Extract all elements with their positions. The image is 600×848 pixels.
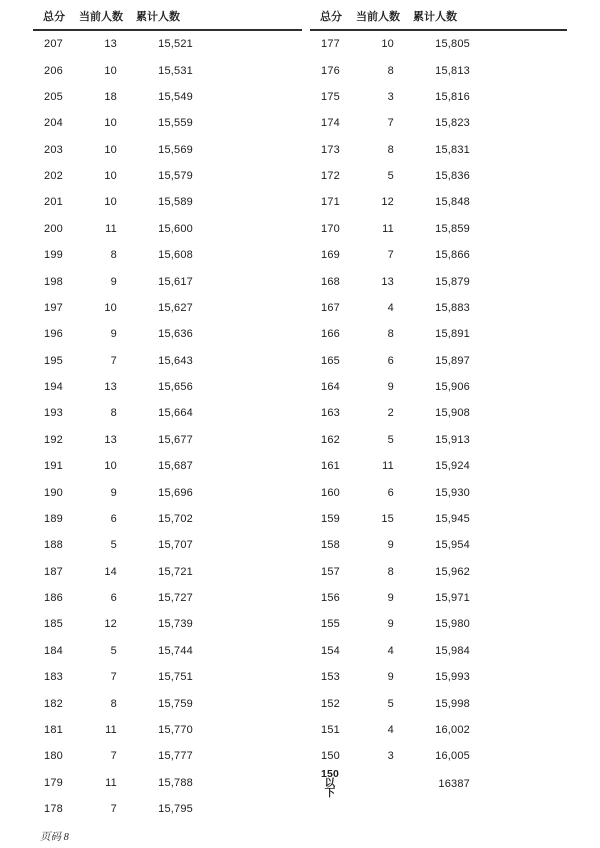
cumulative-cell: 15,883 — [435, 301, 470, 314]
table-row — [33, 638, 302, 664]
table-row — [33, 796, 302, 822]
score-cell: 190 — [44, 486, 63, 499]
score-cell: 154 — [321, 644, 340, 657]
count-cell: 11 — [105, 723, 117, 736]
score-cell: 196 — [44, 328, 63, 341]
table-header-left — [33, 8, 302, 22]
count-cell: 10 — [104, 117, 117, 130]
count-cell: 14 — [104, 565, 117, 578]
cumulative-cell: 15,677 — [158, 433, 193, 446]
table-row — [310, 189, 567, 215]
count-cell: 8 — [110, 697, 117, 710]
table-row — [310, 717, 567, 743]
score-cell: 207 — [44, 38, 63, 51]
table-row — [33, 348, 302, 374]
table-row — [310, 479, 567, 505]
table-row — [33, 427, 302, 453]
cumulative-cell: 15,600 — [158, 222, 193, 235]
cumulative-cell: 15,897 — [435, 354, 470, 367]
count-cell: 9 — [387, 592, 394, 605]
cumulative-cell: 15,848 — [435, 196, 470, 209]
count-cell: 3 — [387, 750, 394, 763]
cumulative-cell: 16,005 — [435, 750, 470, 763]
cumulative-cell: 15,980 — [435, 618, 470, 631]
score-cell: 202 — [44, 170, 63, 183]
table-row — [33, 374, 302, 400]
score-cell: 181 — [44, 723, 63, 736]
score-cell: 165 — [321, 354, 340, 367]
count-cell: 4 — [387, 644, 394, 657]
score-cell: 171 — [321, 196, 340, 209]
count-cell: 8 — [387, 143, 394, 156]
score-cell: 168 — [321, 275, 340, 288]
cumulative-cell: 15,891 — [435, 328, 470, 341]
count-cell: 5 — [387, 433, 394, 446]
count-cell: 3 — [387, 90, 394, 103]
score-cell: 197 — [44, 301, 63, 314]
table-row — [33, 770, 302, 796]
cumulative-cell: 15,813 — [435, 64, 470, 77]
cumulative-cell: 15,788 — [158, 776, 193, 789]
count-cell: 6 — [387, 354, 394, 367]
table-row — [310, 348, 567, 374]
count-cell: 9 — [110, 486, 117, 499]
cumulative-cell: 15,744 — [158, 644, 193, 657]
count-cell: 8 — [387, 328, 394, 341]
score-cell: 160 — [321, 486, 340, 499]
cumulative-cell: 15,643 — [158, 354, 193, 367]
count-cell: 9 — [387, 618, 394, 631]
cumulative-cell: 15,770 — [158, 723, 193, 736]
cumulative-cell: 16,002 — [435, 723, 470, 736]
cumulative-cell: 15,823 — [435, 117, 470, 130]
cumulative-cell: 15,707 — [158, 539, 193, 552]
cumulative-cell: 15,696 — [158, 486, 193, 499]
score-cell: 172 — [321, 170, 340, 183]
cumulative-cell: 15,589 — [158, 196, 193, 209]
count-cell: 7 — [110, 671, 117, 684]
count-cell: 11 — [105, 222, 117, 235]
score-cell: 201 — [44, 196, 63, 209]
table-row — [33, 57, 302, 83]
count-cell: 7 — [110, 354, 117, 367]
count-cell: 13 — [381, 275, 394, 288]
table-row — [310, 743, 567, 769]
count-cell: 7 — [387, 249, 394, 262]
count-cell: 13 — [104, 38, 117, 51]
score-cell: 204 — [44, 117, 63, 130]
cumulative-cell: 15,627 — [158, 301, 193, 314]
table-row — [310, 268, 567, 294]
header-cumulative-count: 累计人数 — [413, 11, 457, 23]
cumulative-cell: 15,913 — [435, 433, 470, 446]
score-cell: 157 — [321, 565, 340, 578]
table-row — [310, 295, 567, 321]
score-cell: 170 — [321, 222, 340, 235]
cumulative-cell: 15,962 — [435, 565, 470, 578]
cumulative-cell: 15,971 — [435, 592, 470, 605]
cumulative-cell: 15,702 — [158, 512, 193, 525]
count-cell: 8 — [387, 565, 394, 578]
score-cell: 203 — [44, 143, 63, 156]
table-row — [310, 532, 567, 558]
score-cell: 189 — [44, 512, 63, 525]
cumulative-cell: 15,879 — [435, 275, 470, 288]
table-rows-right — [310, 31, 567, 799]
score-cell: 169 — [321, 249, 340, 262]
table-row — [33, 559, 302, 585]
header-current-count: 当前人数 — [356, 11, 400, 23]
score-cell: 192 — [44, 433, 63, 446]
cumulative-cell: 15,777 — [158, 750, 193, 763]
score-cell: 183 — [44, 671, 63, 684]
cumulative-cell: 15,759 — [158, 697, 193, 710]
cumulative-cell: 15,721 — [158, 565, 193, 578]
score-cell: 162 — [321, 433, 340, 446]
table-row — [33, 137, 302, 163]
score-cell: 155 — [321, 618, 340, 631]
count-cell: 8 — [387, 64, 394, 77]
score-cell: 173 — [321, 143, 340, 156]
count-cell: 10 — [104, 196, 117, 209]
count-cell: 9 — [387, 671, 394, 684]
cumulative-cell: 15,906 — [435, 381, 470, 394]
header-cumulative-count: 累计人数 — [136, 11, 180, 23]
cumulative-cell: 15,816 — [435, 90, 470, 103]
cumulative-cell: 15,617 — [158, 275, 193, 288]
score-cell: 150 — [321, 750, 340, 763]
count-cell: 5 — [110, 644, 117, 657]
header-current-count: 当前人数 — [79, 11, 123, 23]
count-cell: 9 — [387, 381, 394, 394]
count-cell: 2 — [387, 407, 394, 420]
table-row — [33, 84, 302, 110]
header-total-score: 总分 — [320, 11, 342, 23]
count-cell: 8 — [110, 249, 117, 262]
cumulative-cell: 15,930 — [435, 486, 470, 499]
table-row — [33, 31, 302, 57]
score-cell: 158 — [321, 539, 340, 552]
table-rows-left — [33, 31, 302, 822]
table-row — [33, 664, 302, 690]
count-cell: 10 — [104, 64, 117, 77]
table-row — [33, 585, 302, 611]
score-cell: 159 — [321, 512, 340, 525]
cumulative-cell: 15,531 — [158, 64, 193, 77]
score-cell: 200 — [44, 222, 63, 235]
count-cell: 10 — [104, 170, 117, 183]
table-row — [310, 453, 567, 479]
count-cell: 10 — [104, 460, 117, 473]
score-cell: 206 — [44, 64, 63, 77]
count-cell: 18 — [104, 90, 117, 103]
cumulative-cell: 15,805 — [435, 38, 470, 51]
table-row — [33, 532, 302, 558]
table-row — [33, 216, 302, 242]
table-row — [310, 638, 567, 664]
table-row — [33, 717, 302, 743]
score-cell: 191 — [44, 460, 63, 473]
count-cell: 11 — [105, 776, 117, 789]
score-cell: 163 — [321, 407, 340, 420]
cumulative-cell: 15,559 — [158, 117, 193, 130]
count-cell: 10 — [381, 38, 394, 51]
count-cell: 9 — [110, 328, 117, 341]
count-cell: 12 — [381, 196, 394, 209]
score-cell: 182 — [44, 697, 63, 710]
score-cell: 161 — [321, 460, 340, 473]
count-cell: 15 — [381, 512, 394, 525]
score-cell: 175 — [321, 90, 340, 103]
table-row — [33, 189, 302, 215]
score-cell: 205 — [44, 90, 63, 103]
count-cell: 9 — [110, 275, 117, 288]
header-total-score: 总分 — [43, 11, 65, 23]
count-cell: 5 — [387, 697, 394, 710]
table-row — [310, 321, 567, 347]
cumulative-cell: 15,945 — [435, 512, 470, 525]
cumulative-cell: 15,687 — [158, 460, 193, 473]
count-cell: 6 — [110, 592, 117, 605]
cumulative-cell: 15,998 — [435, 697, 470, 710]
table-row — [310, 57, 567, 83]
table-row — [33, 268, 302, 294]
table-row — [310, 242, 567, 268]
cumulative-cell: 15,954 — [435, 539, 470, 552]
score-cell: 164 — [321, 381, 340, 394]
count-cell: 6 — [110, 512, 117, 525]
table-row — [310, 664, 567, 690]
table-row — [310, 506, 567, 532]
page-number: 页码 8 — [40, 832, 69, 843]
score-table-left — [33, 8, 302, 822]
table-row — [33, 743, 302, 769]
cumulative-cell: 16387 — [438, 777, 470, 790]
count-cell: 10 — [104, 143, 117, 156]
score-cell: 151 — [321, 723, 340, 736]
score-cell: 177 — [321, 38, 340, 51]
count-cell: 13 — [104, 433, 117, 446]
table-row — [33, 400, 302, 426]
table-row — [310, 611, 567, 637]
cumulative-cell: 15,751 — [158, 671, 193, 684]
table-row — [310, 400, 567, 426]
score-cell: 185 — [44, 618, 63, 631]
count-cell: 11 — [382, 222, 394, 235]
score-cell: 188 — [44, 539, 63, 552]
table-row — [310, 690, 567, 716]
score-cell: 187 — [44, 565, 63, 578]
score-cell: 150以下 — [320, 767, 340, 799]
score-table-right — [310, 8, 567, 799]
cumulative-cell: 15,924 — [435, 460, 470, 473]
cumulative-cell: 15,739 — [158, 618, 193, 631]
count-cell: 11 — [382, 460, 394, 473]
score-cell: 178 — [44, 803, 63, 816]
count-cell: 5 — [110, 539, 117, 552]
score-cell: 198 — [44, 275, 63, 288]
cumulative-cell: 15,836 — [435, 170, 470, 183]
score-cell: 193 — [44, 407, 63, 420]
cumulative-cell: 15,859 — [435, 222, 470, 235]
table-row — [33, 321, 302, 347]
cumulative-cell: 15,636 — [158, 328, 193, 341]
cumulative-cell: 15,569 — [158, 143, 193, 156]
table-row — [310, 216, 567, 242]
score-cell: 152 — [321, 697, 340, 710]
score-cell: 153 — [321, 671, 340, 684]
cumulative-cell: 15,521 — [158, 38, 193, 51]
count-cell: 5 — [387, 170, 394, 183]
score-cell: 180 — [44, 750, 63, 763]
cumulative-cell: 15,579 — [158, 170, 193, 183]
count-cell: 6 — [387, 486, 394, 499]
count-cell: 13 — [104, 381, 117, 394]
score-cell: 186 — [44, 592, 63, 605]
score-cell: 167 — [321, 301, 340, 314]
table-row — [33, 295, 302, 321]
count-cell: 9 — [387, 539, 394, 552]
cumulative-cell: 15,727 — [158, 592, 193, 605]
table-row — [33, 163, 302, 189]
table-row — [310, 84, 567, 110]
table-row — [33, 110, 302, 136]
table-row — [310, 137, 567, 163]
cumulative-cell: 15,549 — [158, 90, 193, 103]
count-cell: 10 — [104, 301, 117, 314]
count-cell: 4 — [387, 723, 394, 736]
score-cell: 199 — [44, 249, 63, 262]
cumulative-cell: 15,993 — [435, 671, 470, 684]
table-row — [33, 506, 302, 532]
table-row — [310, 767, 567, 799]
table-row — [33, 690, 302, 716]
score-cell: 194 — [44, 381, 63, 394]
table-row — [310, 110, 567, 136]
count-cell: 7 — [110, 803, 117, 816]
score-cell: 156 — [321, 592, 340, 605]
score-cell: 166 — [321, 328, 340, 341]
table-row — [310, 427, 567, 453]
table-row — [310, 585, 567, 611]
table-row — [33, 479, 302, 505]
table-row — [33, 242, 302, 268]
cumulative-cell: 15,664 — [158, 407, 193, 420]
score-cell: 174 — [321, 117, 340, 130]
cumulative-cell: 15,608 — [158, 249, 193, 262]
cumulative-cell: 15,866 — [435, 249, 470, 262]
score-cell: 176 — [321, 64, 340, 77]
cumulative-cell: 15,984 — [435, 644, 470, 657]
count-cell: 8 — [110, 407, 117, 420]
score-cell: 179 — [44, 776, 63, 789]
count-cell: 4 — [387, 301, 394, 314]
table-row — [310, 374, 567, 400]
cumulative-cell: 15,795 — [158, 803, 193, 816]
count-cell: 7 — [387, 117, 394, 130]
count-cell: 7 — [110, 750, 117, 763]
table-row — [310, 559, 567, 585]
cumulative-cell: 15,908 — [435, 407, 470, 420]
score-cell: 184 — [44, 644, 63, 657]
table-row — [33, 611, 302, 637]
table-row — [310, 163, 567, 189]
count-cell: 12 — [104, 618, 117, 631]
table-row — [33, 453, 302, 479]
score-cell: 195 — [44, 354, 63, 367]
cumulative-cell: 15,656 — [158, 381, 193, 394]
cumulative-cell: 15,831 — [435, 143, 470, 156]
table-header-right — [310, 8, 567, 22]
table-row — [310, 31, 567, 57]
